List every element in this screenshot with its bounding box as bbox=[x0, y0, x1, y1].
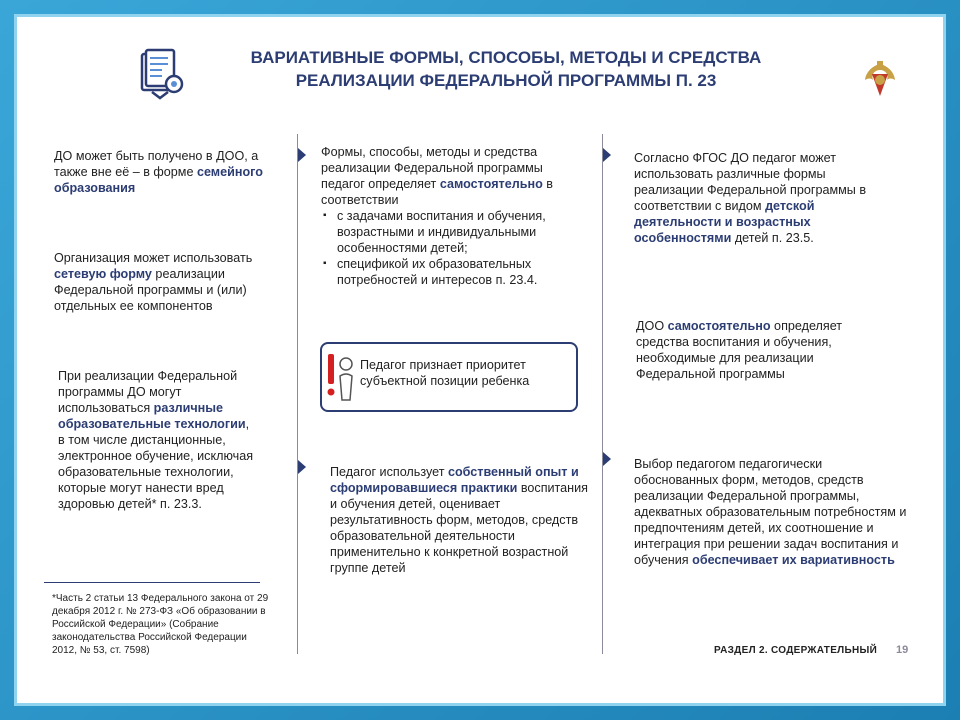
col2-bullet-list bbox=[321, 208, 583, 288]
page-title bbox=[206, 46, 806, 92]
col1-block1 bbox=[54, 148, 282, 196]
title-line-1: ВАРИАТИВНЫЕ ФОРМЫ, СПОСОБЫ, МЕТОДЫ И СРЕДСТВА bbox=[250, 48, 762, 67]
slide bbox=[24, 24, 936, 696]
col3-block3-bold: обеспечивает их вариативность bbox=[692, 553, 895, 567]
arrow-marker bbox=[298, 460, 306, 474]
arrow-marker bbox=[603, 452, 611, 466]
col2-block1-text-end: в соответствии bbox=[321, 177, 553, 207]
col3-block3-text: Выбор педагогом педагогически обоснованных форм, методов, средств реализации Федеральной программы, адекватных образовательным потребностям и предпочтениям детей, их соотношение и интеграция при решении задач воспитания и обучения bbox=[634, 457, 907, 567]
document-gear-icon bbox=[140, 48, 186, 100]
divider-left bbox=[297, 134, 298, 654]
title-line-2: РЕАЛИЗАЦИИ ФЕДЕРАЛЬНОЙ ПРОГРАММЫ П. 23 bbox=[295, 71, 717, 90]
col2-block1-text: Формы, способы, методы и средства реализации Федеральной программы педагог определяет bbox=[321, 145, 543, 191]
divider-right bbox=[602, 134, 603, 654]
footnote: *Часть 2 статьи 13 Федерального закона от 29 декабря 2012 г. № 273-ФЗ «Об образовании в Российской Федерации» (Собрание законодательства Российской Федерации 2012, № 53, ст. 7598) bbox=[52, 593, 269, 656]
col2-block3 bbox=[330, 464, 590, 576]
col3-block2 bbox=[636, 318, 876, 382]
col1-block3-text: При реализации Федеральной программы ДО могут использоваться bbox=[58, 369, 238, 415]
col1-block2-text: Организация может использовать bbox=[54, 251, 253, 265]
list-item: ▪ спецификой их образовательных потребностей и интересов п. 23.4. bbox=[337, 256, 583, 288]
col2-block1-bold: самостоятельно bbox=[439, 177, 543, 191]
arrow-marker bbox=[298, 148, 306, 162]
col2-block3-text-end: воспитания и обучения детей, оценивает результативность форм, методов, средств образовательной деятельности применительно к конкретной возрастной группе детей bbox=[330, 481, 588, 575]
col1-block1-bold: семейного образования bbox=[54, 165, 263, 195]
coat-of-arms-icon bbox=[862, 60, 898, 100]
col3-block1 bbox=[634, 150, 896, 246]
arrow-marker bbox=[603, 148, 611, 162]
section-label: РАЗДЕЛ 2. СОДЕРЖАТЕЛЬНЫЙ bbox=[714, 645, 878, 656]
col2-block1 bbox=[321, 144, 583, 288]
col3-block1-bold: детской деятельности и возрастных особенностями bbox=[634, 199, 815, 245]
col2-block3-text: Педагог использует bbox=[330, 465, 448, 479]
list-item: ▪ с задачами воспитания и обучения, возрастными и индивидуальными особенностями детей; bbox=[337, 208, 583, 256]
col3-block2-text-end: определяет средства воспитания и обучения, необходимые для реализации Федеральной программы bbox=[636, 319, 843, 381]
callout-text: Педагог признает приоритет субъектной позиции ребенка bbox=[360, 358, 530, 388]
col1-block1-text: ДО может быть получено в ДОО, а также вне её – в форме bbox=[54, 149, 259, 179]
col3-block2-bold: самостоятельно bbox=[667, 319, 771, 333]
col3-block1-text: Согласно ФГОС ДО педагог может использовать различные формы реализации Федеральной программы в соответствии с видом bbox=[634, 151, 867, 213]
col1-block2-text-end: реализации Федеральной программы и (или) отдельных ее компонентов bbox=[54, 267, 247, 313]
footnote-divider bbox=[44, 582, 260, 583]
col3-block1-text-end: детей п. 23.5. bbox=[731, 231, 814, 245]
col2-block3-bold: собственный опыт и сформировавшиеся практики bbox=[330, 465, 579, 495]
col1-block3-text-end: , в том числе дистанционные, электронное обучение, исключая образовательные технологии, которые могут нанести вред здоровью детей* п. 23.3. bbox=[58, 417, 254, 511]
col3-block3 bbox=[634, 456, 909, 568]
priority-callout bbox=[320, 342, 578, 412]
col1-block2 bbox=[54, 250, 282, 314]
page-number: 19 bbox=[896, 644, 909, 656]
exclamation-person-icon bbox=[326, 350, 356, 406]
col1-block3 bbox=[58, 368, 258, 512]
col1-block3-bold: различные образовательные технологии bbox=[58, 401, 246, 431]
col1-block2-bold: сетевую форму bbox=[54, 267, 152, 281]
col3-block2-text: ДОО bbox=[636, 319, 668, 333]
